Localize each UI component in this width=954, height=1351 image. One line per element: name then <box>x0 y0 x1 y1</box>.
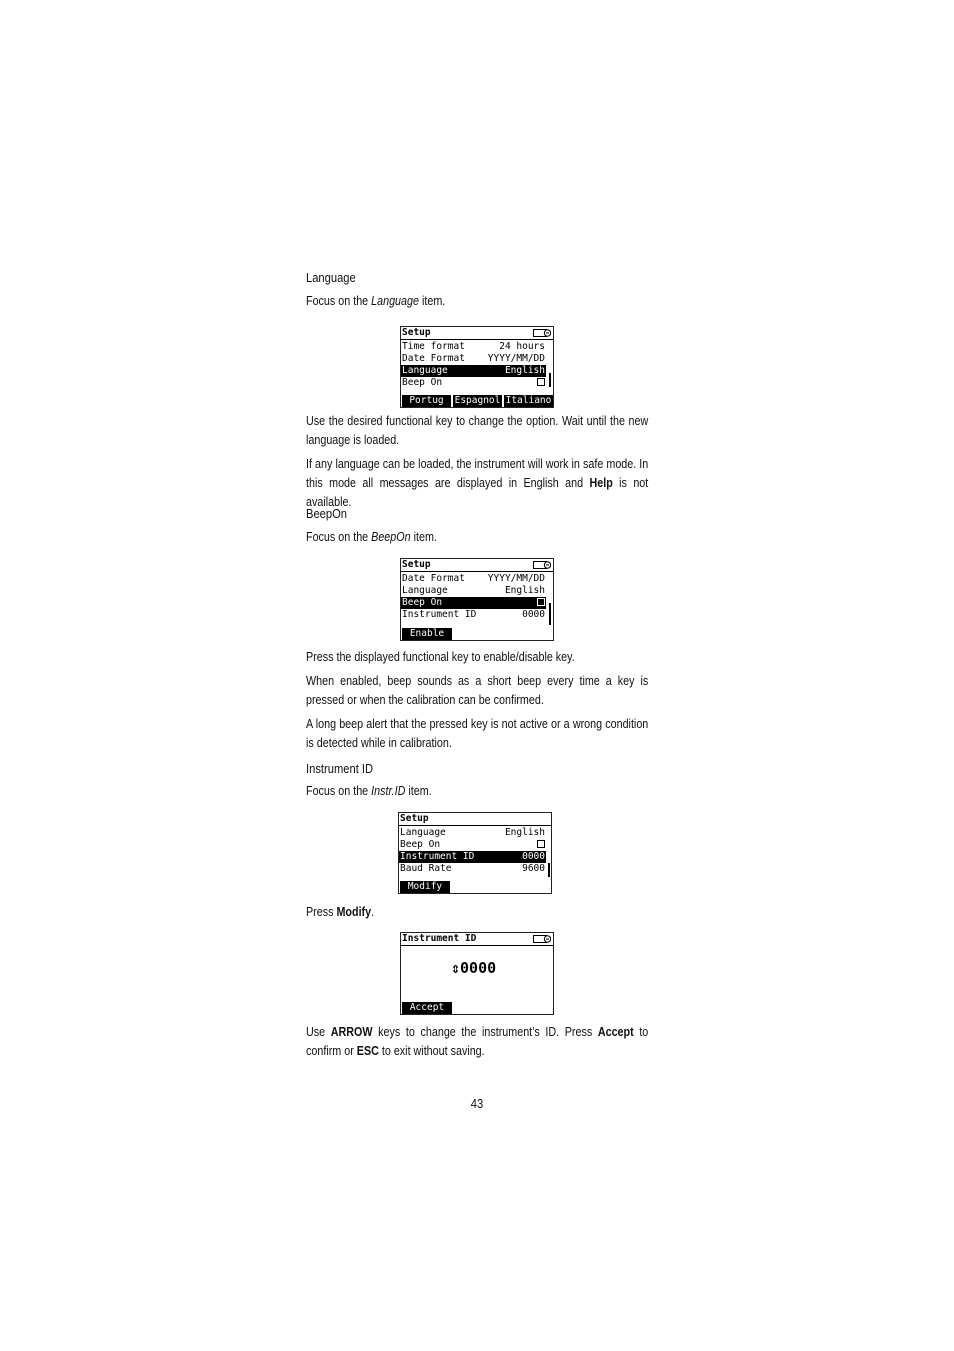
paragraph: Press the displayed functional key to enable/disable key. <box>306 650 575 664</box>
section-heading-language: Language <box>306 270 356 285</box>
id-value: 0000 <box>460 959 497 977</box>
fkey-modify[interactable]: Modify <box>400 881 450 893</box>
row-label: Baud Rate <box>400 863 452 874</box>
text: If any language can be loaded, the instrument will work in safe mode. In this mode all messages are displayed in English and <box>306 457 649 490</box>
paragraph: When enabled, beep sounds as a short beep every time a key is pressed or when the calibration can be confirmed. <box>306 674 649 707</box>
setting-row[interactable] <box>401 341 546 353</box>
text: Use <box>306 1025 331 1039</box>
scrollbar[interactable] <box>549 373 551 387</box>
text: Press <box>306 905 337 919</box>
checkbox-icon[interactable] <box>537 839 545 851</box>
row-label: Language <box>400 827 446 838</box>
screen-edit-instrument-id <box>400 932 554 1015</box>
setting-row[interactable] <box>401 377 546 389</box>
text: item. <box>405 784 432 798</box>
row-label: Instrument ID <box>400 851 475 862</box>
text: Focus on the <box>306 294 372 308</box>
screen-title: Setup <box>402 559 431 570</box>
text: to confirm or <box>306 1025 649 1058</box>
setting-row[interactable] <box>401 585 546 597</box>
up-down-arrow-icon: ⇕ <box>451 959 461 977</box>
text: . <box>371 905 375 919</box>
text: is not available. <box>306 476 649 509</box>
title-divider <box>399 825 551 826</box>
row-label: Language <box>402 585 448 596</box>
paragraph <box>306 903 648 922</box>
text: item. <box>418 294 446 308</box>
checkbox-icon[interactable] <box>537 597 545 609</box>
row-label: Date Format <box>402 573 465 584</box>
row-value: 9600 <box>522 863 545 874</box>
modify-key-name: Modify <box>336 905 372 919</box>
text: keys to change the instrument’s ID. Press <box>372 1025 598 1039</box>
screen-title: Setup <box>400 813 429 824</box>
screen-setup-beepon <box>400 558 554 641</box>
row-label: Beep On <box>402 377 443 388</box>
row-label: Date Format <box>402 353 465 364</box>
id-value-editor[interactable] <box>451 959 496 977</box>
battery-icon <box>533 561 551 569</box>
accept-key-name: Accept <box>597 1025 634 1039</box>
row-value: English <box>504 827 545 838</box>
row-value: YYYY/MM/DD <box>487 353 545 364</box>
fkey-enable[interactable]: Enable <box>402 628 452 640</box>
row-value: 0000 <box>522 609 545 620</box>
fkey-espagnol[interactable]: Espagnol <box>454 395 501 406</box>
setting-row-selected[interactable] <box>401 365 546 377</box>
checkbox-icon[interactable] <box>537 377 545 389</box>
battery-icon <box>533 935 551 943</box>
setting-row-selected[interactable] <box>401 597 546 609</box>
setting-row[interactable] <box>399 827 546 839</box>
text: Focus on the <box>306 530 372 544</box>
item-name: Instr.ID <box>371 784 406 798</box>
row-value: English <box>504 585 545 596</box>
scrollbar[interactable] <box>548 863 550 877</box>
esc-key-name: ESC <box>356 1044 379 1058</box>
screen-setup-language <box>400 326 554 408</box>
setting-row-selected[interactable] <box>399 851 546 863</box>
paragraph: Use the desired functional key to change the option. Wait until the new language is loaded. <box>306 414 649 447</box>
setting-row[interactable] <box>401 609 546 621</box>
paragraph: A long beep alert that the pressed key is not active or a wrong condition is detected while in calibration. <box>306 717 649 750</box>
screen-title: Setup <box>402 327 431 338</box>
arrow-key-name: ARROW <box>330 1025 373 1039</box>
row-value: YYYY/MM/DD <box>487 573 545 584</box>
title-divider <box>401 339 553 340</box>
row-label: Beep On <box>402 597 443 608</box>
paragraph <box>306 1023 648 1061</box>
row-value: 24 hours <box>499 341 545 352</box>
item-name: Language <box>371 294 419 308</box>
focus-text-instrument-id <box>306 782 648 801</box>
text: to exit without saving. <box>378 1044 485 1058</box>
setting-row[interactable] <box>401 353 546 365</box>
row-value: 0000 <box>522 851 545 862</box>
fkey-italiano[interactable]: Italiano <box>505 395 552 406</box>
fkey-portug[interactable]: Portug <box>402 395 451 407</box>
title-divider <box>401 945 553 946</box>
title-divider <box>401 571 553 572</box>
section-heading-instrument-id: Instrument ID <box>306 761 374 776</box>
scrollbar[interactable] <box>549 603 551 625</box>
screen-title: Instrument ID <box>402 933 477 944</box>
item-name: BeepOn <box>371 530 411 544</box>
battery-icon <box>533 329 551 337</box>
focus-text-beepon <box>306 528 648 547</box>
focus-text-language <box>306 292 648 311</box>
text: item. <box>410 530 437 544</box>
setting-row[interactable] <box>399 839 546 851</box>
row-label: Time format <box>402 341 465 352</box>
setting-row[interactable] <box>399 863 546 875</box>
setting-row[interactable] <box>401 573 546 585</box>
row-label: Language <box>402 365 448 376</box>
row-value: English <box>504 365 545 376</box>
screen-setup-instrument-id <box>398 812 552 894</box>
section-heading-beepon: BeepOn <box>306 506 348 521</box>
row-label: Instrument ID <box>402 609 477 620</box>
row-label: Beep On <box>400 839 441 850</box>
help-key-name: Help <box>589 476 613 490</box>
page-number: 43 <box>470 1096 484 1111</box>
paragraph <box>306 455 648 512</box>
fkey-accept[interactable]: Accept <box>402 1002 452 1014</box>
text: Focus on the <box>306 784 372 798</box>
